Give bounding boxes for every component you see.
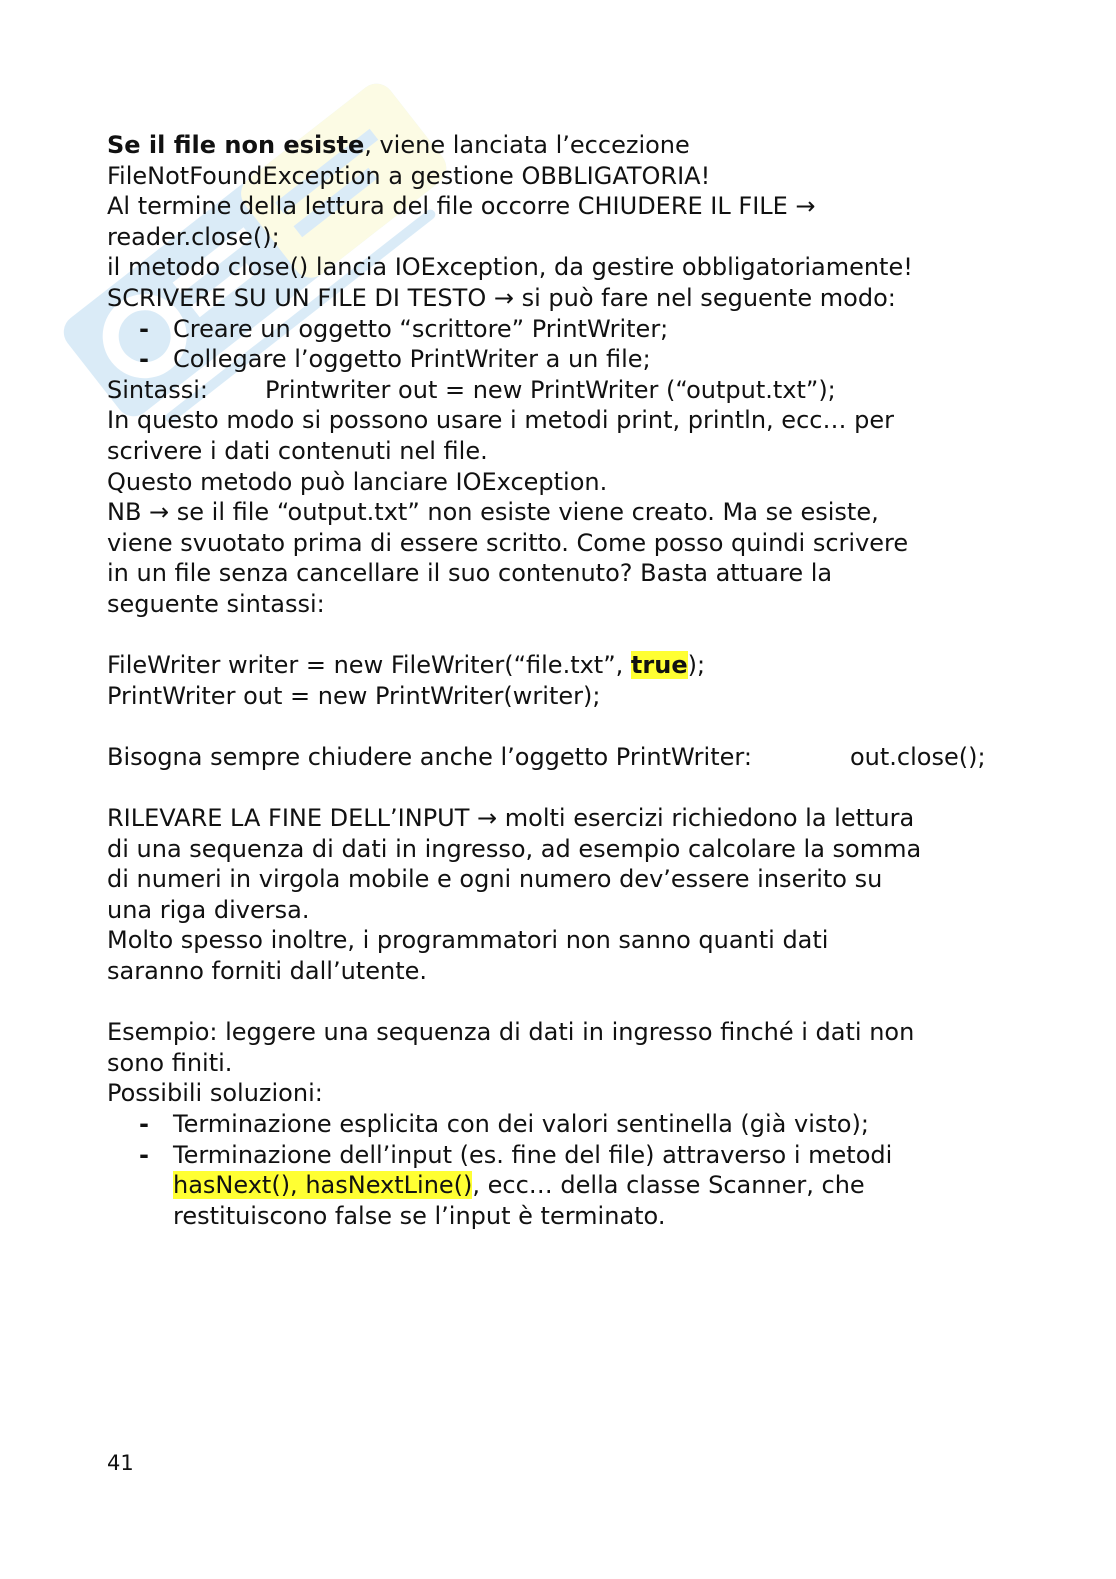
text-line: in un file senza cancellare il suo contenuto? Basta attuare la	[107, 559, 833, 588]
text-line: saranno forniti dall’utente.	[107, 957, 427, 986]
bold-phrase: Se il file non esiste	[107, 131, 365, 159]
page-number: 41	[107, 1451, 134, 1475]
blank-line	[107, 772, 1007, 803]
text-line: scrivere i dati contenuti nel file.	[107, 436, 488, 465]
syntax-label: Sintassi:	[107, 375, 208, 404]
text-line: Bisogna sempre chiudere anche l’oggetto PrintWriter: out.close();	[107, 742, 986, 771]
text-line: NB → se il file “output.txt” non esiste viene creato. Ma se esiste,	[107, 498, 879, 527]
text-line: Esempio: leggere una sequenza di dati in ingresso finché i dati non	[107, 1018, 915, 1047]
section-heading-writing: SCRIVERE SU UN FILE DI TESTO → si può fare nel seguente modo:	[107, 283, 896, 312]
text-line: di numeri in virgola mobile e ogni numero dev’essere inserito su	[107, 865, 883, 894]
list-item: - Collegare l’oggetto PrintWriter a un file;	[139, 345, 651, 374]
text-line: seguente sintassi:	[107, 589, 325, 618]
code-snippet: out.close();	[850, 742, 986, 771]
list-item-continuation: hasNext(), hasNextLine(), ecc… della classe Scanner, che	[173, 1171, 865, 1200]
text-line: viene svuotato prima di essere scritto. Come posso quindi scrivere	[107, 528, 909, 557]
text-line: di una sequenza di dati in ingresso, ad esempio calcolare la somma	[107, 834, 922, 863]
syntax-line	[107, 375, 1007, 406]
text-line: una riga diversa.	[107, 895, 310, 924]
highlighted-methods: hasNext(), hasNextLine()	[173, 1171, 473, 1200]
section-heading-input-end: RILEVARE LA FINE DELL’INPUT → molti esercizi richiedono la lettura	[107, 804, 915, 833]
bullet-dash: -	[139, 314, 149, 343]
text-line: Se il file non esiste, viene lanciata l’eccezione	[107, 131, 690, 159]
text-line: sono finiti.	[107, 1048, 233, 1077]
list-item: - Terminazione dell’input (es. fine del file) attraverso i metodi	[139, 1140, 893, 1169]
text-line: reader.close();	[107, 222, 280, 251]
blank-line	[107, 987, 1007, 1018]
blank-line	[107, 620, 1007, 651]
list-item: - Creare un oggetto “scrittore” PrintWriter;	[139, 314, 669, 343]
text-line: Molto spesso inoltre, i programmatori non sanno quanti dati	[107, 926, 829, 955]
text-line: Al termine della lettura del file occorre CHIUDERE IL FILE →	[107, 192, 816, 221]
bullet-dash: -	[139, 1140, 149, 1169]
code-line: PrintWriter out = new PrintWriter(writer);	[107, 681, 601, 710]
text-line: Possibili soluzioni:	[107, 1079, 323, 1108]
text-line: FileNotFoundException a gestione OBBLIGATORIA!	[107, 161, 711, 190]
blank-line	[107, 711, 1007, 742]
list-item-continuation: restituiscono false se l’input è terminato.	[173, 1201, 666, 1230]
list-item: - Terminazione esplicita con dei valori sentinella (già visto);	[139, 1110, 869, 1138]
text-line: il metodo close() lancia IOException, da gestire obbligatoriamente!	[107, 253, 913, 282]
text-line: Questo metodo può lanciare IOException.	[107, 467, 608, 496]
code-line: FileWriter writer = new FileWriter(“file.txt”, true);	[107, 651, 706, 680]
bullet-dash: -	[139, 345, 149, 374]
document-body	[107, 130, 1007, 1231]
text-line: In questo modo si possono usare i metodi print, println, ecc… per	[107, 406, 894, 435]
highlighted-keyword: true	[630, 651, 688, 680]
code-snippet: Printwriter out = new PrintWriter (“output.txt”);	[265, 375, 836, 404]
bullet-dash: -	[139, 1110, 149, 1138]
